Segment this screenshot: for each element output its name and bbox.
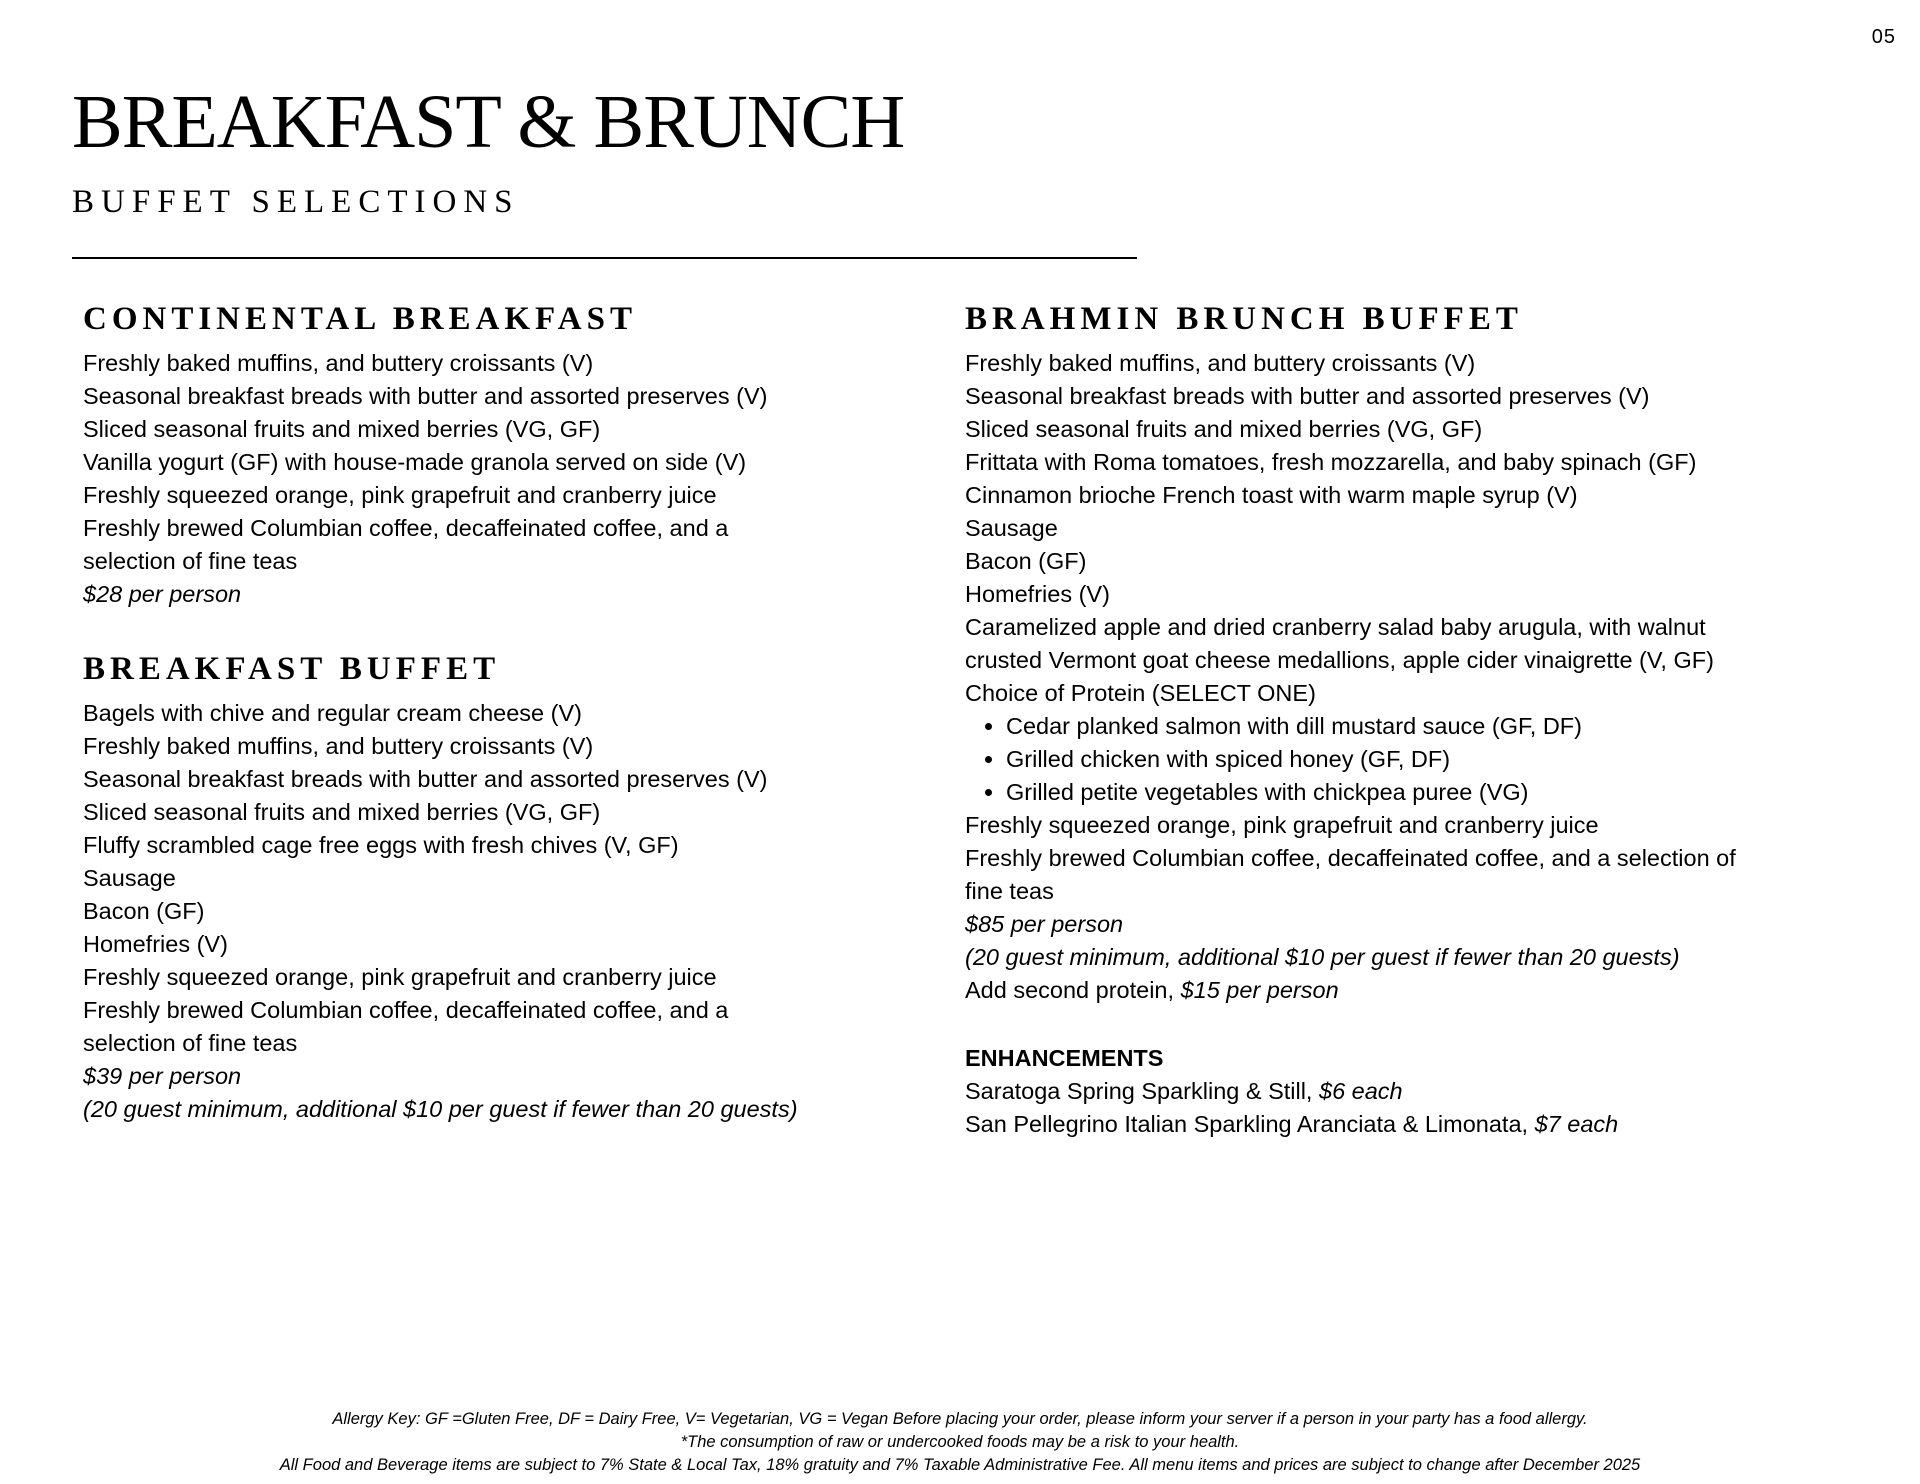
brahmin-price: $85 per person: [965, 911, 1124, 937]
list-item: fine teas: [965, 878, 1054, 904]
breakfast-buffet-heading: BREAKFAST BUFFET: [83, 651, 501, 687]
enhancements-list: [965, 1075, 1875, 1141]
brahmin-heading: BRAHMIN BRUNCH BUFFET: [965, 301, 1523, 337]
title-divider: [72, 257, 1137, 259]
raw-food-warning: *The consumption of raw or undercooked foods may be a risk to your health.: [680, 1433, 1240, 1451]
list-item: Freshly squeezed orange, pink grapefruit and cranberry juice: [965, 812, 1599, 838]
continental-item-list: [83, 347, 943, 611]
list-item: Bacon (GF): [83, 898, 205, 924]
enhancement-price: $6 each: [1319, 1078, 1403, 1104]
enhancement-item: [965, 1108, 1875, 1141]
page-number: 05: [1871, 26, 1896, 48]
page-subtitle: BUFFET SELECTIONS: [72, 184, 520, 220]
breakfast-buffet-minimum-note: (20 guest minimum, additional $10 per guest if fewer than 20 guests): [83, 1096, 798, 1122]
list-item: Freshly baked muffins, and buttery croissants (V): [965, 350, 1476, 376]
right-column: [965, 298, 1875, 1141]
list-item: Freshly brewed Columbian coffee, decaffeinated coffee, and a: [83, 515, 729, 541]
brahmin-minimum-note: (20 guest minimum, additional $10 per guest if fewer than 20 guests): [965, 944, 1680, 970]
list-item: Sliced seasonal fruits and mixed berries (VG, GF): [965, 416, 1483, 442]
list-item: Seasonal breakfast breads with butter and assorted preserves (V): [83, 383, 768, 409]
list-item: Sausage: [965, 515, 1058, 541]
list-item: Fluffy scrambled cage free eggs with fresh chives (V, GF): [83, 832, 679, 858]
list-item: Caramelized apple and dried cranberry salad baby arugula, with walnut: [965, 614, 1706, 640]
protein-option: • Cedar planked salmon with dill mustard sauce (GF, DF): [1006, 710, 1875, 743]
list-item: selection of fine teas: [83, 548, 298, 574]
list-item: Choice of Protein (SELECT ONE): [965, 680, 1316, 706]
continental-heading: CONTINENTAL BREAKFAST: [83, 301, 637, 337]
list-item: crusted Vermont goat cheese medallions, apple cider vinaigrette (V, GF): [965, 647, 1714, 673]
list-item: Sliced seasonal fruits and mixed berries (VG, GF): [83, 799, 601, 825]
list-item: Bagels with chive and regular cream cheese (V): [83, 700, 582, 726]
list-item: Cinnamon brioche French toast with warm maple syrup (V): [965, 482, 1578, 508]
protein-options-list: [965, 710, 1875, 809]
list-item: Freshly baked muffins, and buttery croissants (V): [83, 350, 594, 376]
breakfast-buffet-section: [83, 648, 943, 1126]
list-item: Freshly squeezed orange, pink grapefruit and cranberry juice: [83, 482, 717, 508]
list-item: Freshly brewed Columbian coffee, decaffeinated coffee, and a selection of: [965, 845, 1736, 871]
enhancements-heading: ENHANCEMENTS: [965, 1045, 1164, 1071]
breakfast-buffet-item-list: [83, 697, 943, 1126]
list-item: selection of fine teas: [83, 1030, 298, 1056]
enhancement-item: [965, 1075, 1875, 1108]
enhancements-section: [965, 1042, 1875, 1141]
list-item: Seasonal breakfast breads with butter and assorted preserves (V): [965, 383, 1650, 409]
list-item: Sliced seasonal fruits and mixed berries (VG, GF): [83, 416, 601, 442]
list-item: Homefries (V): [83, 931, 228, 957]
brahmin-brunch-section: [965, 298, 1875, 1007]
page-title: BREAKFAST & BRUNCH: [72, 80, 905, 164]
list-item: Bacon (GF): [965, 548, 1087, 574]
list-item: Vanilla yogurt (GF) with house-made granola served on side (V): [83, 449, 747, 475]
brahmin-item-list: [965, 347, 1875, 710]
footer-disclaimer: [0, 1408, 1920, 1477]
add-protein-price: $15 per person: [1180, 977, 1339, 1003]
brahmin-item-list-continued: [965, 809, 1875, 1007]
enhancement-price: $7 each: [1534, 1111, 1619, 1137]
left-column: [83, 298, 943, 1126]
list-item: Freshly squeezed orange, pink grapefruit and cranberry juice: [83, 964, 717, 990]
breakfast-buffet-price: $39 per person: [83, 1063, 242, 1089]
list-item: Freshly baked muffins, and buttery croissants (V): [83, 733, 594, 759]
continental-breakfast-section: [83, 298, 943, 611]
list-item: Seasonal breakfast breads with butter and assorted preserves (V): [83, 766, 768, 792]
list-item: Sausage: [83, 865, 176, 891]
add-protein-label: Add second protein,: [965, 977, 1181, 1003]
protein-option: • Grilled chicken with spiced honey (GF, DF): [1006, 743, 1875, 776]
tax-gratuity-note: All Food and Beverage items are subject to 7% State & Local Tax, 18% gratuity and 7% Taxable Administrative Fee. All menu items and prices are subject to change after December 2025: [279, 1456, 1641, 1474]
enhancement-label: San Pellegrino Italian Sparkling Aranciata & Limonata,: [965, 1111, 1535, 1137]
add-second-protein: [965, 974, 1875, 1007]
continental-price: $28 per person: [83, 581, 242, 607]
allergy-key: Allergy Key: GF =Gluten Free, DF = Dairy Free, V= Vegetarian, VG = Vegan Before placing your order, please inform your server if a person in your party has a food allergy.: [332, 1410, 1588, 1428]
enhancement-label: Saratoga Spring Sparkling & Still,: [965, 1078, 1319, 1104]
list-item: Homefries (V): [965, 581, 1110, 607]
list-item: Freshly brewed Columbian coffee, decaffeinated coffee, and a: [83, 997, 729, 1023]
protein-option: • Grilled petite vegetables with chickpea puree (VG): [1006, 776, 1875, 809]
list-item: Frittata with Roma tomatoes, fresh mozzarella, and baby spinach (GF): [965, 449, 1697, 475]
